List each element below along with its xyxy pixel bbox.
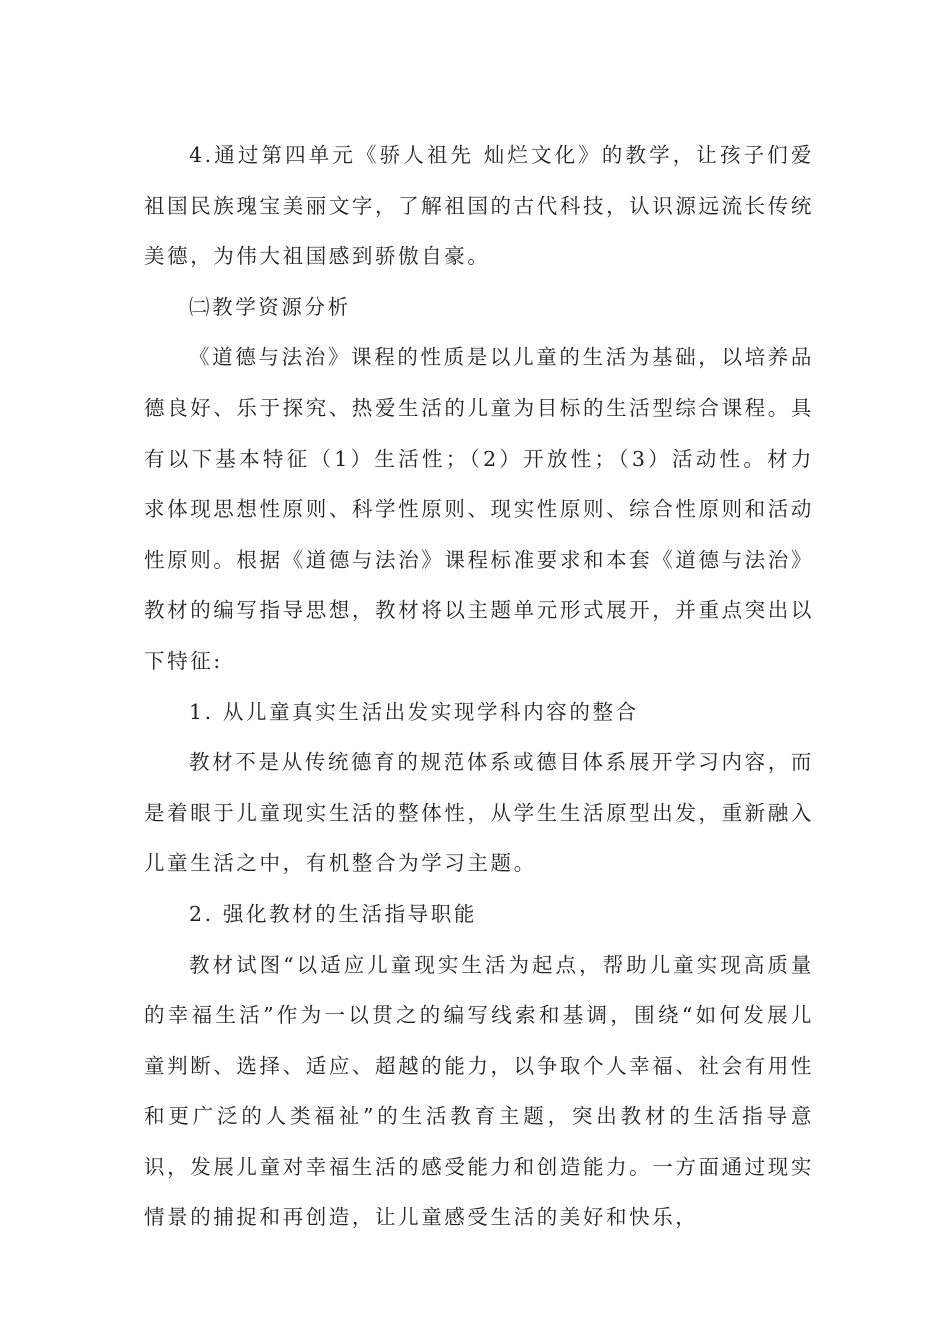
section-heading-resource-analysis: ㈡教学资源分析 bbox=[189, 294, 351, 319]
paragraph-unit-four-goal: 4.通过第四单元《骄人祖先 灿烂文化》的教学，让孩子们爱祖国民族瑰宝美丽文字，了解祖国的古代科技，认识源远流长传统美德，为伟大祖国感到骄傲自豪。 bbox=[144, 143, 814, 269]
paragraph-feature-two: 教材试图“以适应儿童现实生活为起点，帮助儿童实现高质量的幸福生活”作为一以贯之的编写线索和基调，围绕“如何发展儿童判断、选择、适应、超越的能力，以争取个人幸福、社会有用性和更广泛的人类福祉”的生活教育主题，突出教材的生活指导意识，发展儿童对幸福生活的感受能力和创造能力。一方面通过现实情景的捕捉和再创造，让儿童感受生活的美好和快乐， bbox=[144, 952, 814, 1230]
document-body bbox=[144, 130, 814, 1243]
subheading-feature-one: 1. 从儿童真实生活出发实现学科内容的整合 bbox=[189, 699, 639, 724]
paragraph-feature-one: 教材不是从传统德育的规范体系或德目体系展开学习内容，而是着眼于儿童现实生活的整体性，从学生生活原型出发，重新融入儿童生活之中，有机整合为学习主题。 bbox=[144, 750, 814, 876]
paragraph-course-nature: 《道德与法治》课程的性质是以儿童的生活为基础，以培养品德良好、乐于探究、热爱生活的儿童为目标的生活型综合课程。具有以下基本特征（1）生活性；（2）开放性；（3）活动性。材力求体现思想性原则、科学性原则、现实性原则、综合性原则和活动性原则。根据《道德与法治》课程标准要求和本套《道德与法治》教材的编写指导思想，教材将以主题单元形式展开，并重点突出以下特征: bbox=[144, 345, 814, 673]
subheading-feature-two: 2. 强化教材的生活指导职能 bbox=[189, 901, 477, 926]
